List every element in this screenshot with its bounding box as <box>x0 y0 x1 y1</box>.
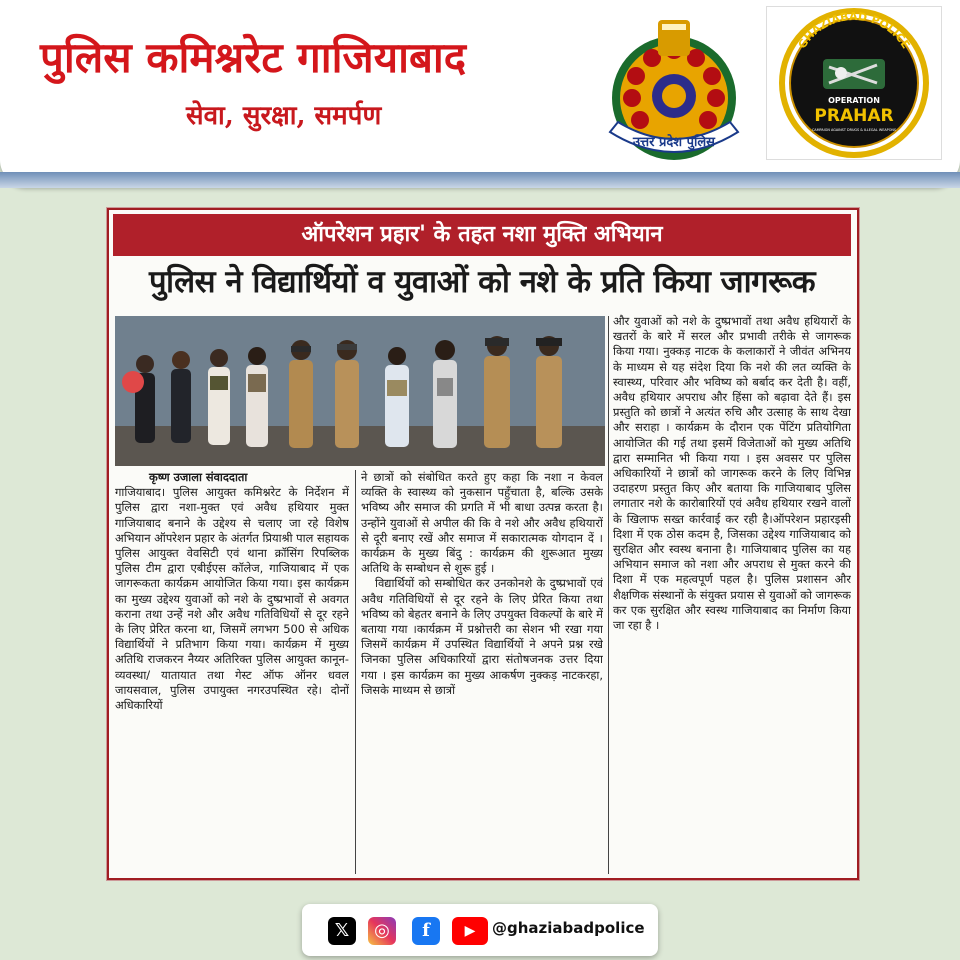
article-byline: कृष्ण उजाला संवाददाता <box>149 470 248 484</box>
article-column-1 <box>115 470 349 874</box>
article-column-3 <box>613 314 851 874</box>
social-links-bar <box>302 904 658 956</box>
operation-prahar-badge <box>766 6 942 160</box>
tagline: सेवा, सुरक्षा, समर्पण <box>186 101 382 131</box>
badge-line1: OPERATION <box>828 96 880 105</box>
up-police-emblem-icon <box>590 12 758 172</box>
youtube-icon[interactable]: ▶ <box>452 917 488 945</box>
emblem-text: उत्तर प्रदेश पुलिस <box>633 135 715 150</box>
social-handle[interactable]: @ghaziabadpolice <box>492 919 645 937</box>
column-divider <box>608 316 609 874</box>
column-1-text: गाजियाबाद। पुलिस आयुक्त कमिश्नरेट के निर्देशन में पुलिस द्वारा नशा-मुक्त एवं अवैध हथियार मुक्त गाजियाबाद बनाने के उद्देश्य से चलाए जा रहे विशेष अभियान ऑपरेशन प्रहार के अंतर्गत प्रियाश्री पाल सहायक पुलिस आयुक्त वेवसिटी एवं थाना क्रॉसिंग रिपब्लिक पुलिस टीम द्वारा एबीईएस कॉलेज, गाजियाबाद में एक जागरूकता कार्यक्रम आयोजित किया गया। इस कार्यक्रम का मुख्य उद्देश्य युवाओं को नशे के दुष्प्रभावों से अवगत कराना तथा उन्हें नशे और अवैध गतिविधियों से दूर रहने के लिए प्रेरित करना था, जिसमें लगभग 500 से अधिक विद्यार्थियों ने प्रतिभाग किया गया। कार्यक्रम में मुख्य अतिथि राजकरन नैय्यर अतिरिक्त पुलिस आयुक्त कानून-व्यवस्था/ यातायात तथा गेस्ट ऑफ ऑनर धवल जायसवाल, पुलिस उपायुक्त नगरउपस्थित रहे। दोनों अधिकारियों <box>115 485 349 713</box>
badge-bottom-text: CAMPAIGN AGAINST DRUGS & ILLEGAL WEAPONS <box>811 128 897 132</box>
article-headline: पुलिस ने विद्यार्थियों व युवाओं को नशे के प्रति किया जागरूक <box>148 264 816 300</box>
column-2-text-b: विद्यार्थियों को सम्बोधित कर उनकोनशे के दुष्प्रभावों एवं अवैध गतिविधियों से दूर रहने के लिए प्रेरित किया तथा भविष्य को बेहतर बनाने के लिए उपयुक्त विकल्पों के बारे में बताया गया ।कार्यक्रम में प्रश्नोत्तरी का सेशन भी रखा गया जिसमें कार्यक्रम में उपस्थित विद्यार्थियों ने अपने प्रश्न रखे जिनका पुलिस अधिकारियों द्वारा संतोषजनक उत्तर दिया गया । इस कार्यक्रम का मुख्य आकर्षण नुक्कड़ नाटकरहा, जिसके माध्यम से छात्रों <box>361 576 603 697</box>
column-3-text: और युवाओं को नशे के दुष्प्रभावों तथा अवैध हथियारों के खतरों के बारे में सरल और प्रभावी तरीके से जागरूक किया गया। नुक्कड़ नाटक के कलाकारों ने जीवंत अभिनय के माध्यम से यह संदेश दिया कि नशे की लत व्यक्ति के स्वास्थ्य, परिवार और भविष्य को बर्बाद कर देती है। वहीं, अवैध हथियार अपराध और हिंसा को बढ़ावा देते हैं। इस प्रस्तुति को छात्रों ने अत्यंत रुचि और उत्साह के साथ देखा और सराहा । कार्यक्रम के दौरान एक पेंटिंग प्रतियोगिता आयोजित की गई तथा इसमें विजेताओं को मुख्य अतिथि द्वारा सम्मानित भी किया गया । इस अवसर पर पुलिस अधिकारियों ने छात्रों को जागरूक करने के लिए विभिन्न उदाहरण प्रस्तुत किए और बताया कि गाजियाबाद पुलिस लगातार नशे के कारोबारियों एवं अवैध हथियार रखने वालों के खिलाफ सख्त कार्रवाई कर रही है।ऑपरेशन प्रहारइसी दिशा में एक ठोस कदम है, जिसका उद्देश्य गाजियाबाद को सुरक्षित और स्वस्थ बनाना है। गाजियाबाद पुलिस का यह अभियान समाज को नशा और अपराध से मुक्त करने की दिशा में एक महत्वपूर्ण पहल है। पुलिस प्रशासन और शैक्षणिक संस्थानों के संयुक्त प्रयास से युवाओं को जागरूक कर एक सुरक्षित और स्वस्थ गाजियाबाद का निर्माण किया जा रहा है । <box>613 314 851 633</box>
facebook-icon[interactable]: f <box>412 917 440 945</box>
event-photo <box>115 316 605 466</box>
badge-line2: PRAHAR <box>814 106 894 126</box>
header-banner <box>0 0 960 186</box>
article-column-2 <box>361 470 603 874</box>
badge-top-text: GHAZIABAD POLICE <box>795 9 913 52</box>
page-title: पुलिस कमिश्नरेट गाजियाबाद <box>40 33 467 82</box>
header-shadow-band <box>0 172 960 188</box>
article-kicker: ऑपरेशन प्रहार' के तहत नशा मुक्ति अभियान <box>113 214 851 256</box>
column-2-text-a: ने छात्रों को संबोधित करते हुए कहा कि नशा न केवल व्यक्ति के स्वास्थ्य को नुकसान पहुँचाता है, बल्कि उसके भविष्य और समाज की प्रगति में भी बाधा उत्पन्न करता है। उन्होंने युवाओं से अपील की कि वे नशे और अवैध हथियारों से दूरी बनाए रखें और समाज में सकारात्मक योगदान दें । कार्यक्रम के मुख्य बिंदु : कार्यक्रम की शुरूआत मुख्य अतिथि के सम्बोधन से शुरू हुई । <box>361 470 603 576</box>
column-divider <box>355 470 356 874</box>
instagram-icon[interactable]: ◎ <box>368 917 396 945</box>
x-icon[interactable]: 𝕏 <box>328 917 356 945</box>
newspaper-clipping <box>107 208 859 880</box>
